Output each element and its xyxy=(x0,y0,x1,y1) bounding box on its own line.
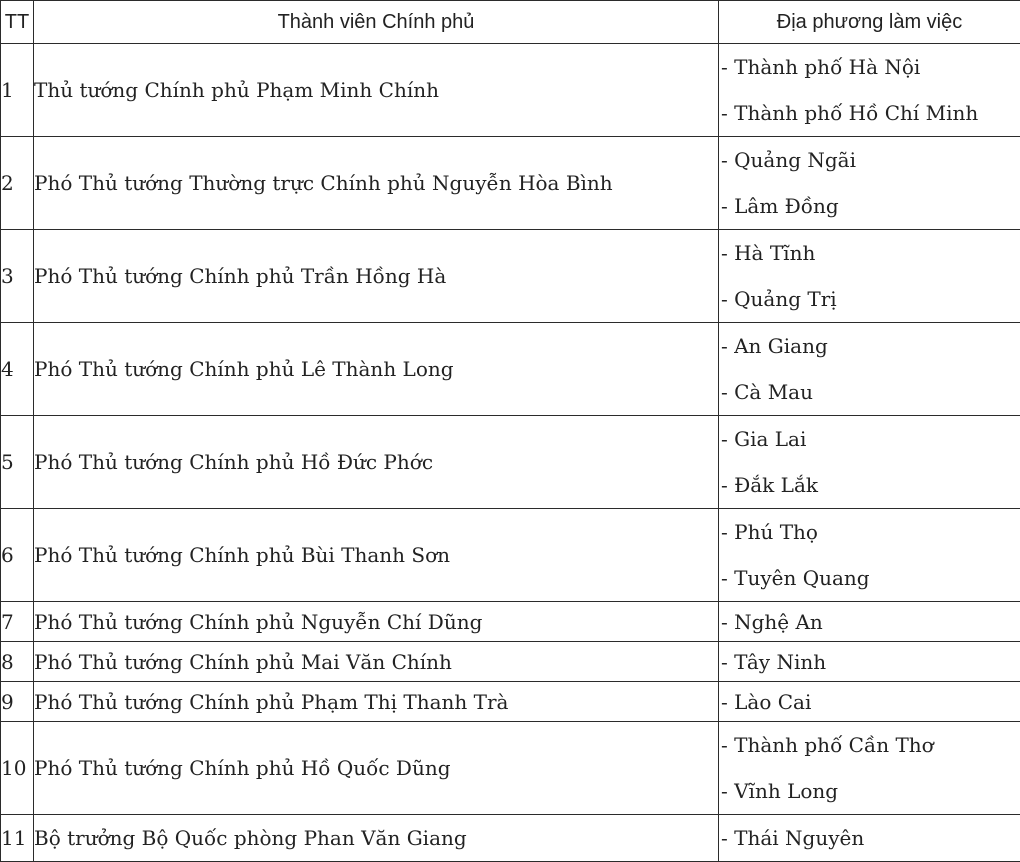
row-index: 9 xyxy=(1,682,34,722)
table-row xyxy=(1,682,1020,722)
location-item: - Quảng Trị xyxy=(719,276,1020,322)
table-row xyxy=(1,722,1020,815)
location-item: - Nghệ An xyxy=(719,603,1020,641)
row-index: 1 xyxy=(1,44,34,137)
row-member: Thủ tướng Chính phủ Phạm Minh Chính xyxy=(34,44,719,137)
location-item: - Thành phố Hà Nội xyxy=(719,44,1020,90)
location-item: - Thành phố Cần Thơ xyxy=(719,722,1020,768)
table-row xyxy=(1,416,1020,509)
location-item: - Lâm Đồng xyxy=(719,183,1020,229)
table-row xyxy=(1,509,1020,602)
table-row xyxy=(1,323,1020,416)
row-member: Phó Thủ tướng Chính phủ Mai Văn Chính xyxy=(34,642,719,682)
location-item: - Vĩnh Long xyxy=(719,768,1020,814)
header-tt: TT xyxy=(1,1,34,44)
row-locations xyxy=(719,722,1020,815)
row-locations xyxy=(719,323,1020,416)
location-item: - Tuyên Quang xyxy=(719,555,1020,601)
table-row xyxy=(1,44,1020,137)
table-row xyxy=(1,642,1020,682)
table-header-row xyxy=(1,1,1020,44)
row-locations xyxy=(719,137,1020,230)
row-member: Phó Thủ tướng Chính phủ Nguyễn Chí Dũng xyxy=(34,602,719,642)
row-locations xyxy=(719,602,1020,642)
row-locations xyxy=(719,642,1020,682)
location-item: - Cà Mau xyxy=(719,369,1020,415)
row-member: Bộ trưởng Bộ Quốc phòng Phan Văn Giang xyxy=(34,815,719,862)
location-item: - Đắk Lắk xyxy=(719,462,1020,508)
location-item: - Gia Lai xyxy=(719,416,1020,462)
row-index: 8 xyxy=(1,642,34,682)
row-index: 10 xyxy=(1,722,34,815)
table-row xyxy=(1,137,1020,230)
row-member: Phó Thủ tướng Chính phủ Hồ Đức Phớc xyxy=(34,416,719,509)
table-row xyxy=(1,230,1020,323)
row-member: Phó Thủ tướng Chính phủ Phạm Thị Thanh Trà xyxy=(34,682,719,722)
location-item: - Thành phố Hồ Chí Minh xyxy=(719,90,1020,136)
row-locations xyxy=(719,682,1020,722)
row-member: Phó Thủ tướng Chính phủ Hồ Quốc Dũng xyxy=(34,722,719,815)
row-index: 5 xyxy=(1,416,34,509)
location-item: - Lào Cai xyxy=(719,683,1020,721)
header-location: Địa phương làm việc xyxy=(719,1,1020,44)
location-item: - Tây Ninh xyxy=(719,643,1020,681)
row-index: 3 xyxy=(1,230,34,323)
location-item: - Hà Tĩnh xyxy=(719,230,1020,276)
row-index: 11 xyxy=(1,815,34,862)
row-index: 6 xyxy=(1,509,34,602)
row-index: 4 xyxy=(1,323,34,416)
row-locations xyxy=(719,230,1020,323)
row-member: Phó Thủ tướng Chính phủ Trần Hồng Hà xyxy=(34,230,719,323)
row-index: 7 xyxy=(1,602,34,642)
row-index: 2 xyxy=(1,137,34,230)
row-member: Phó Thủ tướng Chính phủ Lê Thành Long xyxy=(34,323,719,416)
table-row xyxy=(1,815,1020,862)
location-item: - Thái Nguyên xyxy=(719,815,1020,861)
table-row xyxy=(1,602,1020,642)
row-locations xyxy=(719,44,1020,137)
row-locations xyxy=(719,416,1020,509)
row-locations xyxy=(719,815,1020,862)
location-item: - Phú Thọ xyxy=(719,509,1020,555)
row-locations xyxy=(719,509,1020,602)
location-item: - An Giang xyxy=(719,323,1020,369)
row-member: Phó Thủ tướng Chính phủ Bùi Thanh Sơn xyxy=(34,509,719,602)
header-member: Thành viên Chính phủ xyxy=(34,1,719,44)
row-member: Phó Thủ tướng Thường trực Chính phủ Nguyễn Hòa Bình xyxy=(34,137,719,230)
location-item: - Quảng Ngãi xyxy=(719,137,1020,183)
